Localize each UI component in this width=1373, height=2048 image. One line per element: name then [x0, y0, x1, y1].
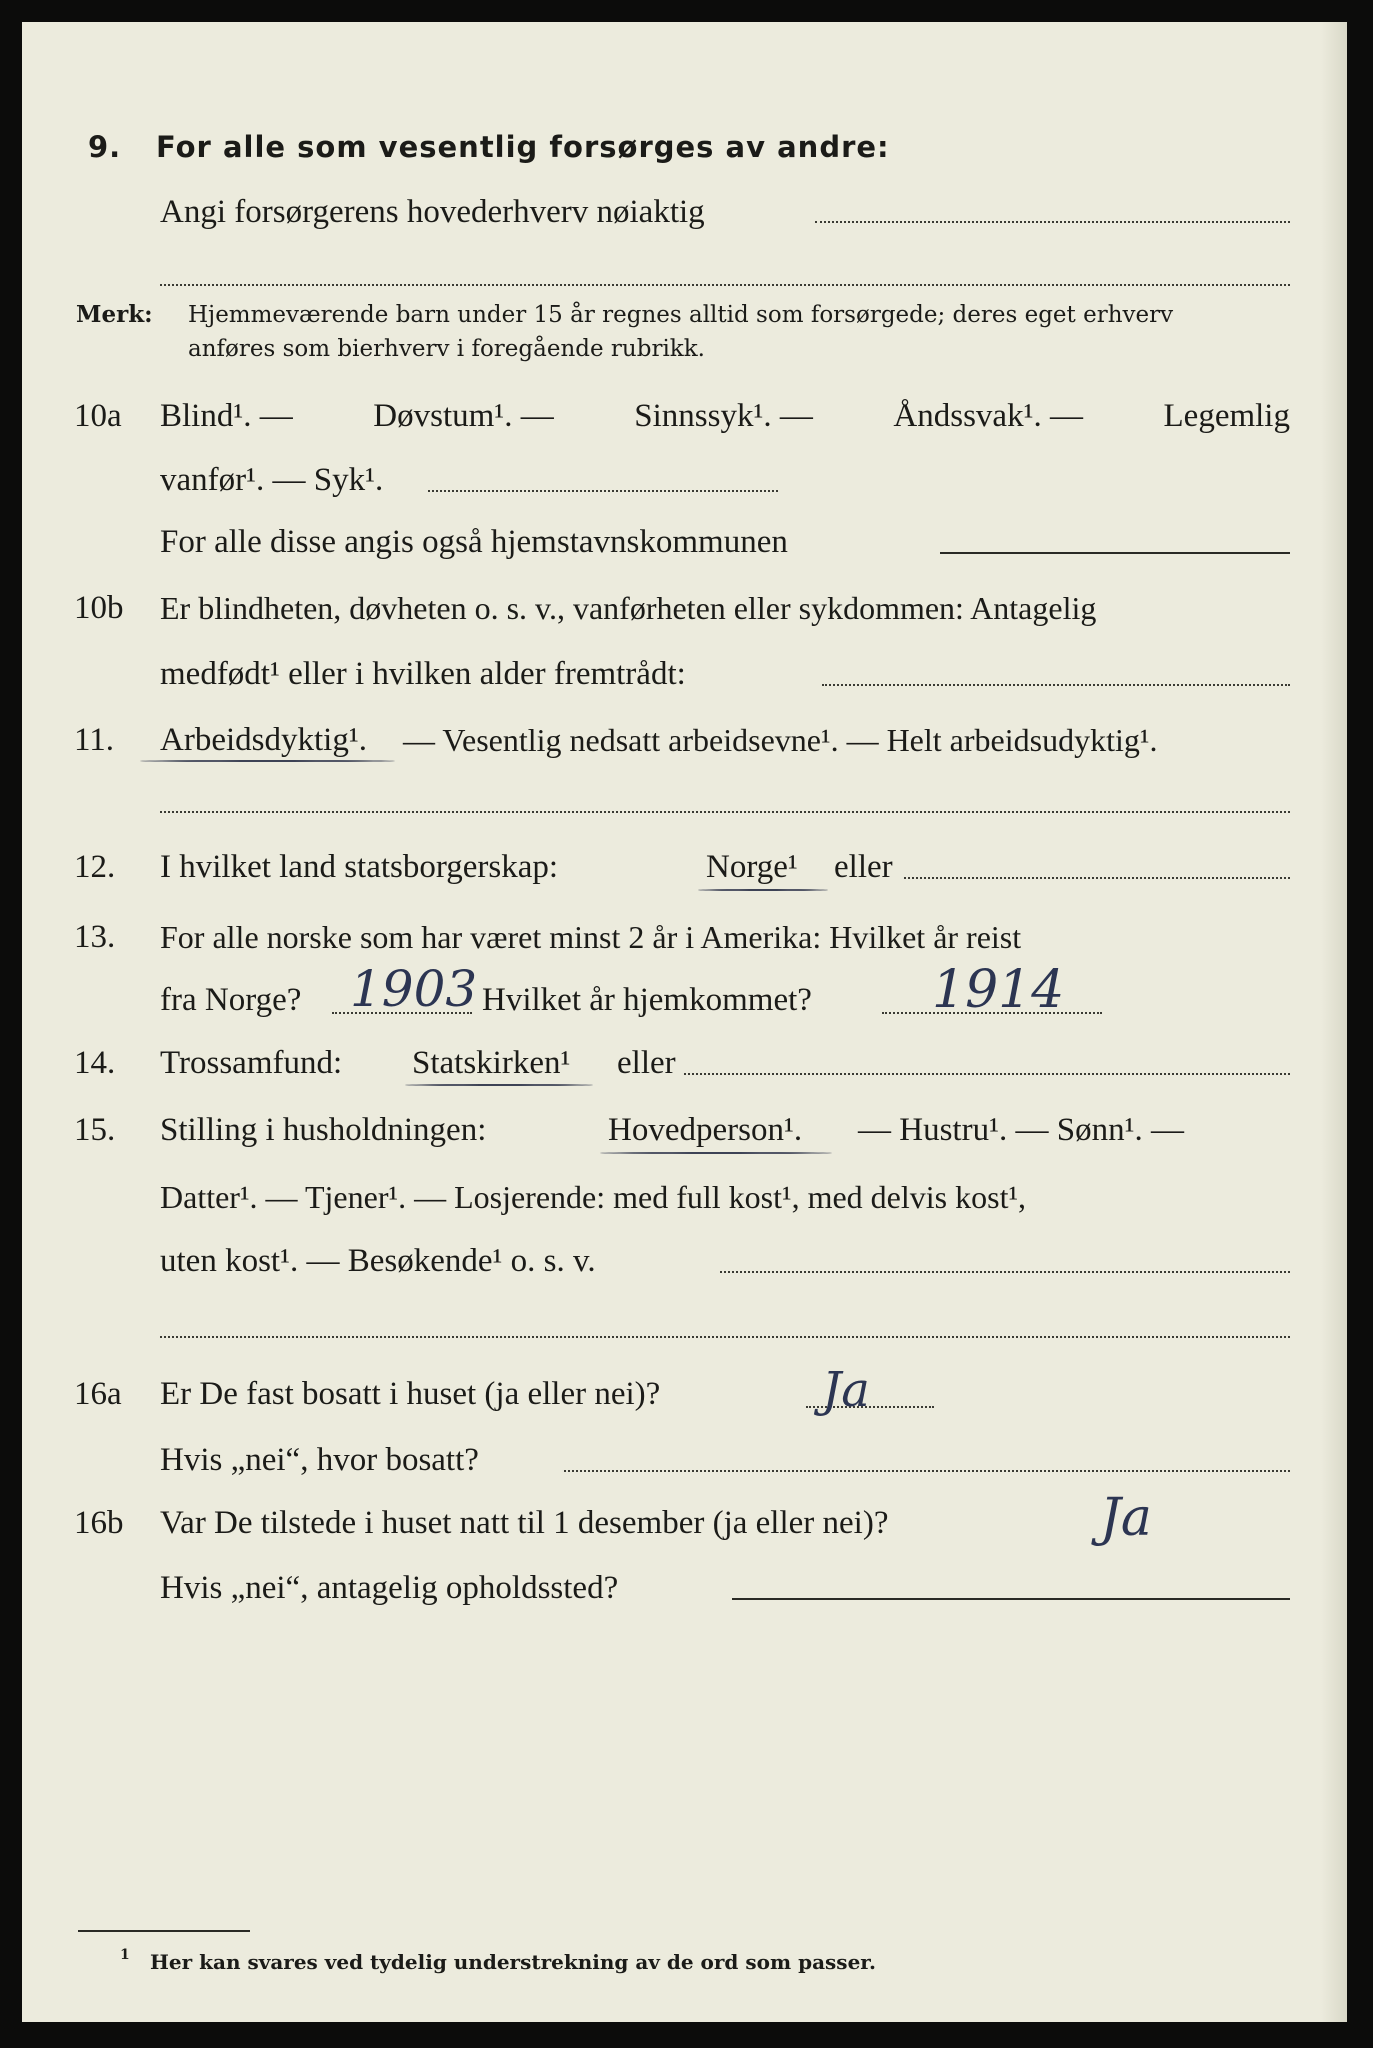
footnote-rule	[78, 1930, 250, 1932]
q11-number: 11.	[74, 722, 115, 758]
q14-number: 14.	[74, 1045, 116, 1081]
q10a-dovstum: Døvstum¹. —	[373, 398, 554, 434]
q11-other-options: — Vesentlig nedsatt arbeidsevne¹. — Helt arbeidsudyktig¹.	[403, 722, 1158, 758]
q13-answer-hjemkommet: 1914	[932, 960, 1065, 1020]
q16b-line-2: Hvis „nei“, antagelig opholdssted?	[160, 1570, 619, 1606]
q10a-kommune-fill-line[interactable]	[940, 552, 1290, 554]
q10a-sinnssyk: Sinnssyk¹. —	[634, 398, 813, 434]
q16a-number: 16a	[74, 1376, 122, 1412]
q15-line-3: uten kost¹. — Besøkende¹ o. s. v.	[160, 1243, 596, 1279]
q16b-line-1: Var De tilstede i huset natt til 1 desember (ja eller nei)?	[160, 1505, 889, 1541]
q10a-line-2: vanfør¹. — Syk¹.	[160, 462, 384, 498]
q14-handwritten-underline	[405, 1084, 593, 1086]
page-edge-shading	[1321, 22, 1347, 2022]
q10a-blind: Blind¹. —	[160, 398, 293, 434]
q11-fill-line[interactable]	[160, 811, 1290, 813]
q16a-bosatt-fill-line[interactable]	[564, 1470, 1290, 1472]
q9-label: Angi forsørgerens hovederhverv nøiaktig	[160, 194, 705, 230]
q15-other-options: — Hustru¹. — Sønn¹. —	[858, 1112, 1184, 1148]
q14-option-statskirken[interactable]: Statskirken¹	[412, 1045, 571, 1081]
q10a-line-1	[160, 396, 1290, 436]
q9-heading: For alle som vesentlig forsørges av andre:	[156, 130, 890, 164]
footnote-text: Her kan svares ved tydelig understrekning av de ord som passer.	[150, 1950, 876, 1974]
q10b-line-1: Er blindheten, døvheten o. s. v., vanførheten eller sykdommen: Antagelig	[160, 590, 1097, 626]
q14-label: Trossamfund:	[160, 1045, 343, 1081]
q9-number: 9.	[88, 130, 122, 164]
q16b-fill-line[interactable]	[732, 1598, 1290, 1600]
merk-line-1: Hjemmeværende barn under 15 år regnes alltid som forsørgede; deres eget erhverv	[188, 302, 1174, 328]
q15-option-hovedperson[interactable]: Hovedperson¹.	[608, 1112, 803, 1148]
q13-line-1: For alle norske som har været minst 2 år i Amerika: Hvilket år reist	[160, 919, 1022, 955]
q12-handwritten-underline	[698, 889, 828, 891]
q15-fill-line-2[interactable]	[160, 1336, 1290, 1338]
q13-reist-label: fra Norge?	[160, 982, 302, 1018]
q15-line-2: Datter¹. — Tjener¹. — Losjerende: med full kost¹, med delvis kost¹,	[160, 1179, 1027, 1215]
q11-option-arbeidsdyktig[interactable]: Arbeidsdyktig¹.	[160, 722, 367, 758]
q10a-syk-fill-line[interactable]	[428, 490, 778, 492]
q10a-andssvak: Åndssvak¹. —	[893, 398, 1083, 434]
q13-number: 13.	[74, 919, 116, 955]
q16a-answer: Ja	[822, 1362, 870, 1418]
q13-answer-reist: 1903	[350, 960, 478, 1018]
q15-handwritten-underline	[600, 1152, 832, 1154]
q15-label: Stilling i husholdningen:	[160, 1112, 487, 1148]
q10a-legemlig: Legemlig	[1163, 398, 1290, 434]
q12-fill-line[interactable]	[904, 877, 1290, 879]
q10b-fill-line[interactable]	[822, 684, 1290, 686]
q16a-line-2: Hvis „nei“, hvor bosatt?	[160, 1442, 479, 1478]
q9-fill-line[interactable]	[815, 221, 1290, 223]
q12-number: 12.	[74, 849, 116, 885]
q16b-answer: Ja	[1100, 1488, 1152, 1548]
footnote-mark: 1	[120, 1947, 130, 1963]
q12-label: I hvilket land statsborgerskap:	[160, 849, 559, 885]
q14-fill-line[interactable]	[684, 1073, 1290, 1075]
q16a-line-1: Er De fast bosatt i huset (ja eller nei)?	[160, 1376, 661, 1412]
merk-line-2: anføres som bierhverv i foregående rubrikk.	[188, 336, 705, 362]
q15-number: 15.	[74, 1112, 116, 1148]
q16b-number: 16b	[74, 1505, 124, 1541]
q12-eller: eller	[834, 849, 893, 885]
q15-fill-line[interactable]	[720, 1271, 1290, 1273]
q12-option-norge[interactable]: Norge¹	[706, 849, 798, 885]
q13-hjemkommet-label: Hvilket år hjemkommet?	[482, 982, 812, 1018]
q10b-line-2: medfødt¹ eller i hvilken alder fremtrådt:	[160, 656, 686, 692]
q9-fill-line-2[interactable]	[160, 284, 1290, 286]
q11-handwritten-underline	[140, 760, 395, 762]
q10a-number: 10a	[74, 398, 122, 434]
q10a-line-3: For alle disse angis også hjemstavnskommunen	[160, 524, 788, 560]
q10b-number: 10b	[74, 590, 124, 626]
q14-eller: eller	[617, 1045, 676, 1081]
merk-label: Merk:	[76, 301, 153, 328]
